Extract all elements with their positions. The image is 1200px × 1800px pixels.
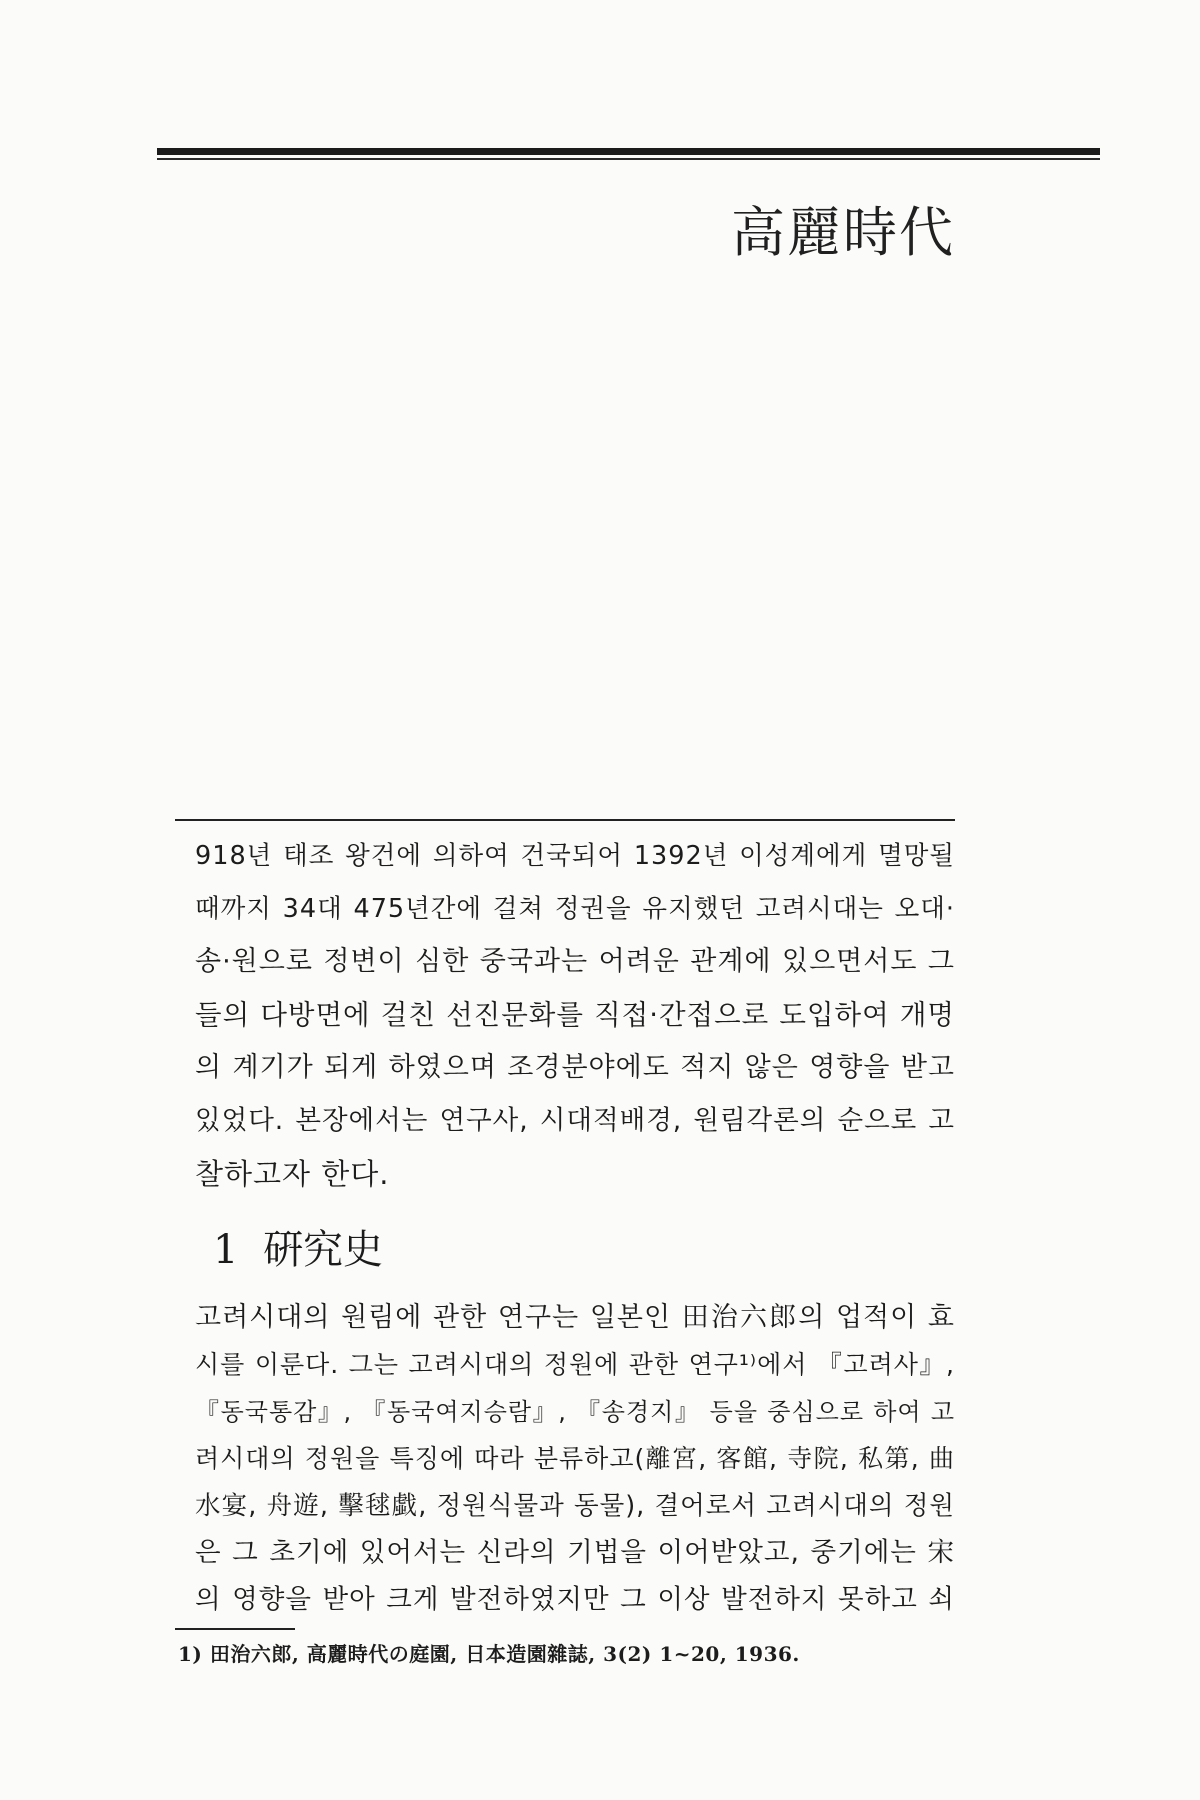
- footnote: 1) 田治六郎, 高麗時代の庭園, 日本造園雜誌, 3(2) 1~20, 1936.: [178, 1642, 800, 1666]
- body-line: 은 그 초기에 있어서는 신라의 기법을 이어받았고, 중기에는 宋: [195, 1537, 955, 1568]
- abstract-line: 918년 태조 왕건에 의하여 건국되어 1392년 이성계에게 멸망될: [195, 841, 955, 871]
- section-heading: [213, 1218, 383, 1275]
- body-line: 水宴, 舟遊, 擊毬戱, 정원식물과 동물), 결어로서 고려시대의 정원: [195, 1491, 955, 1521]
- header-thick-rule: [157, 148, 1100, 155]
- body-line: 의 영향을 받아 크게 발전하였지만 그 이상 발전하지 못하고 쇠: [195, 1584, 955, 1615]
- header-thin-rule: [157, 158, 1100, 160]
- abstract-line: 찰하고자 한다.: [195, 1157, 390, 1191]
- abstract-line: 송·원으로 정변이 심한 중국과는 어려운 관계에 있으면서도 그: [195, 946, 955, 977]
- footnote-rule: [175, 1628, 295, 1630]
- abstract-line: 의 계기가 되게 하였으며 조경분야에도 적지 않은 영향을 받고: [195, 1052, 955, 1083]
- body-line: 고려시대의 원림에 관한 연구는 일본인 田治六郎의 업적이 효: [195, 1302, 955, 1333]
- abstract-rule: [175, 819, 955, 821]
- abstract-line: 있었다. 본장에서는 연구사, 시대적배경, 원림각론의 순으로 고: [195, 1105, 955, 1136]
- body-line: 『동국통감』, 『동국여지승람』, 『송경지』 등을 중심으로 하여 고: [195, 1398, 955, 1426]
- body-line: 려시대의 정원을 특징에 따라 분류하고(離宮, 客館, 寺院, 私第, 曲: [195, 1444, 955, 1473]
- body-line: 시를 이룬다. 그는 고려시대의 정원에 관한 연구¹⁾에서 『고려사』,: [195, 1350, 955, 1379]
- chapter-title: 高麗時代: [731, 201, 955, 264]
- abstract-line: 들의 다방면에 걸친 선진문화를 직접·간접으로 도입하여 개명: [195, 999, 955, 1031]
- section-title: 硏究史: [263, 1227, 383, 1273]
- section-number: 1: [213, 1227, 239, 1273]
- abstract-line: 때까지 34대 475년간에 걸쳐 정권을 유지했던 고려시대는 오대·: [195, 894, 955, 924]
- header-double-rule: [157, 148, 1100, 160]
